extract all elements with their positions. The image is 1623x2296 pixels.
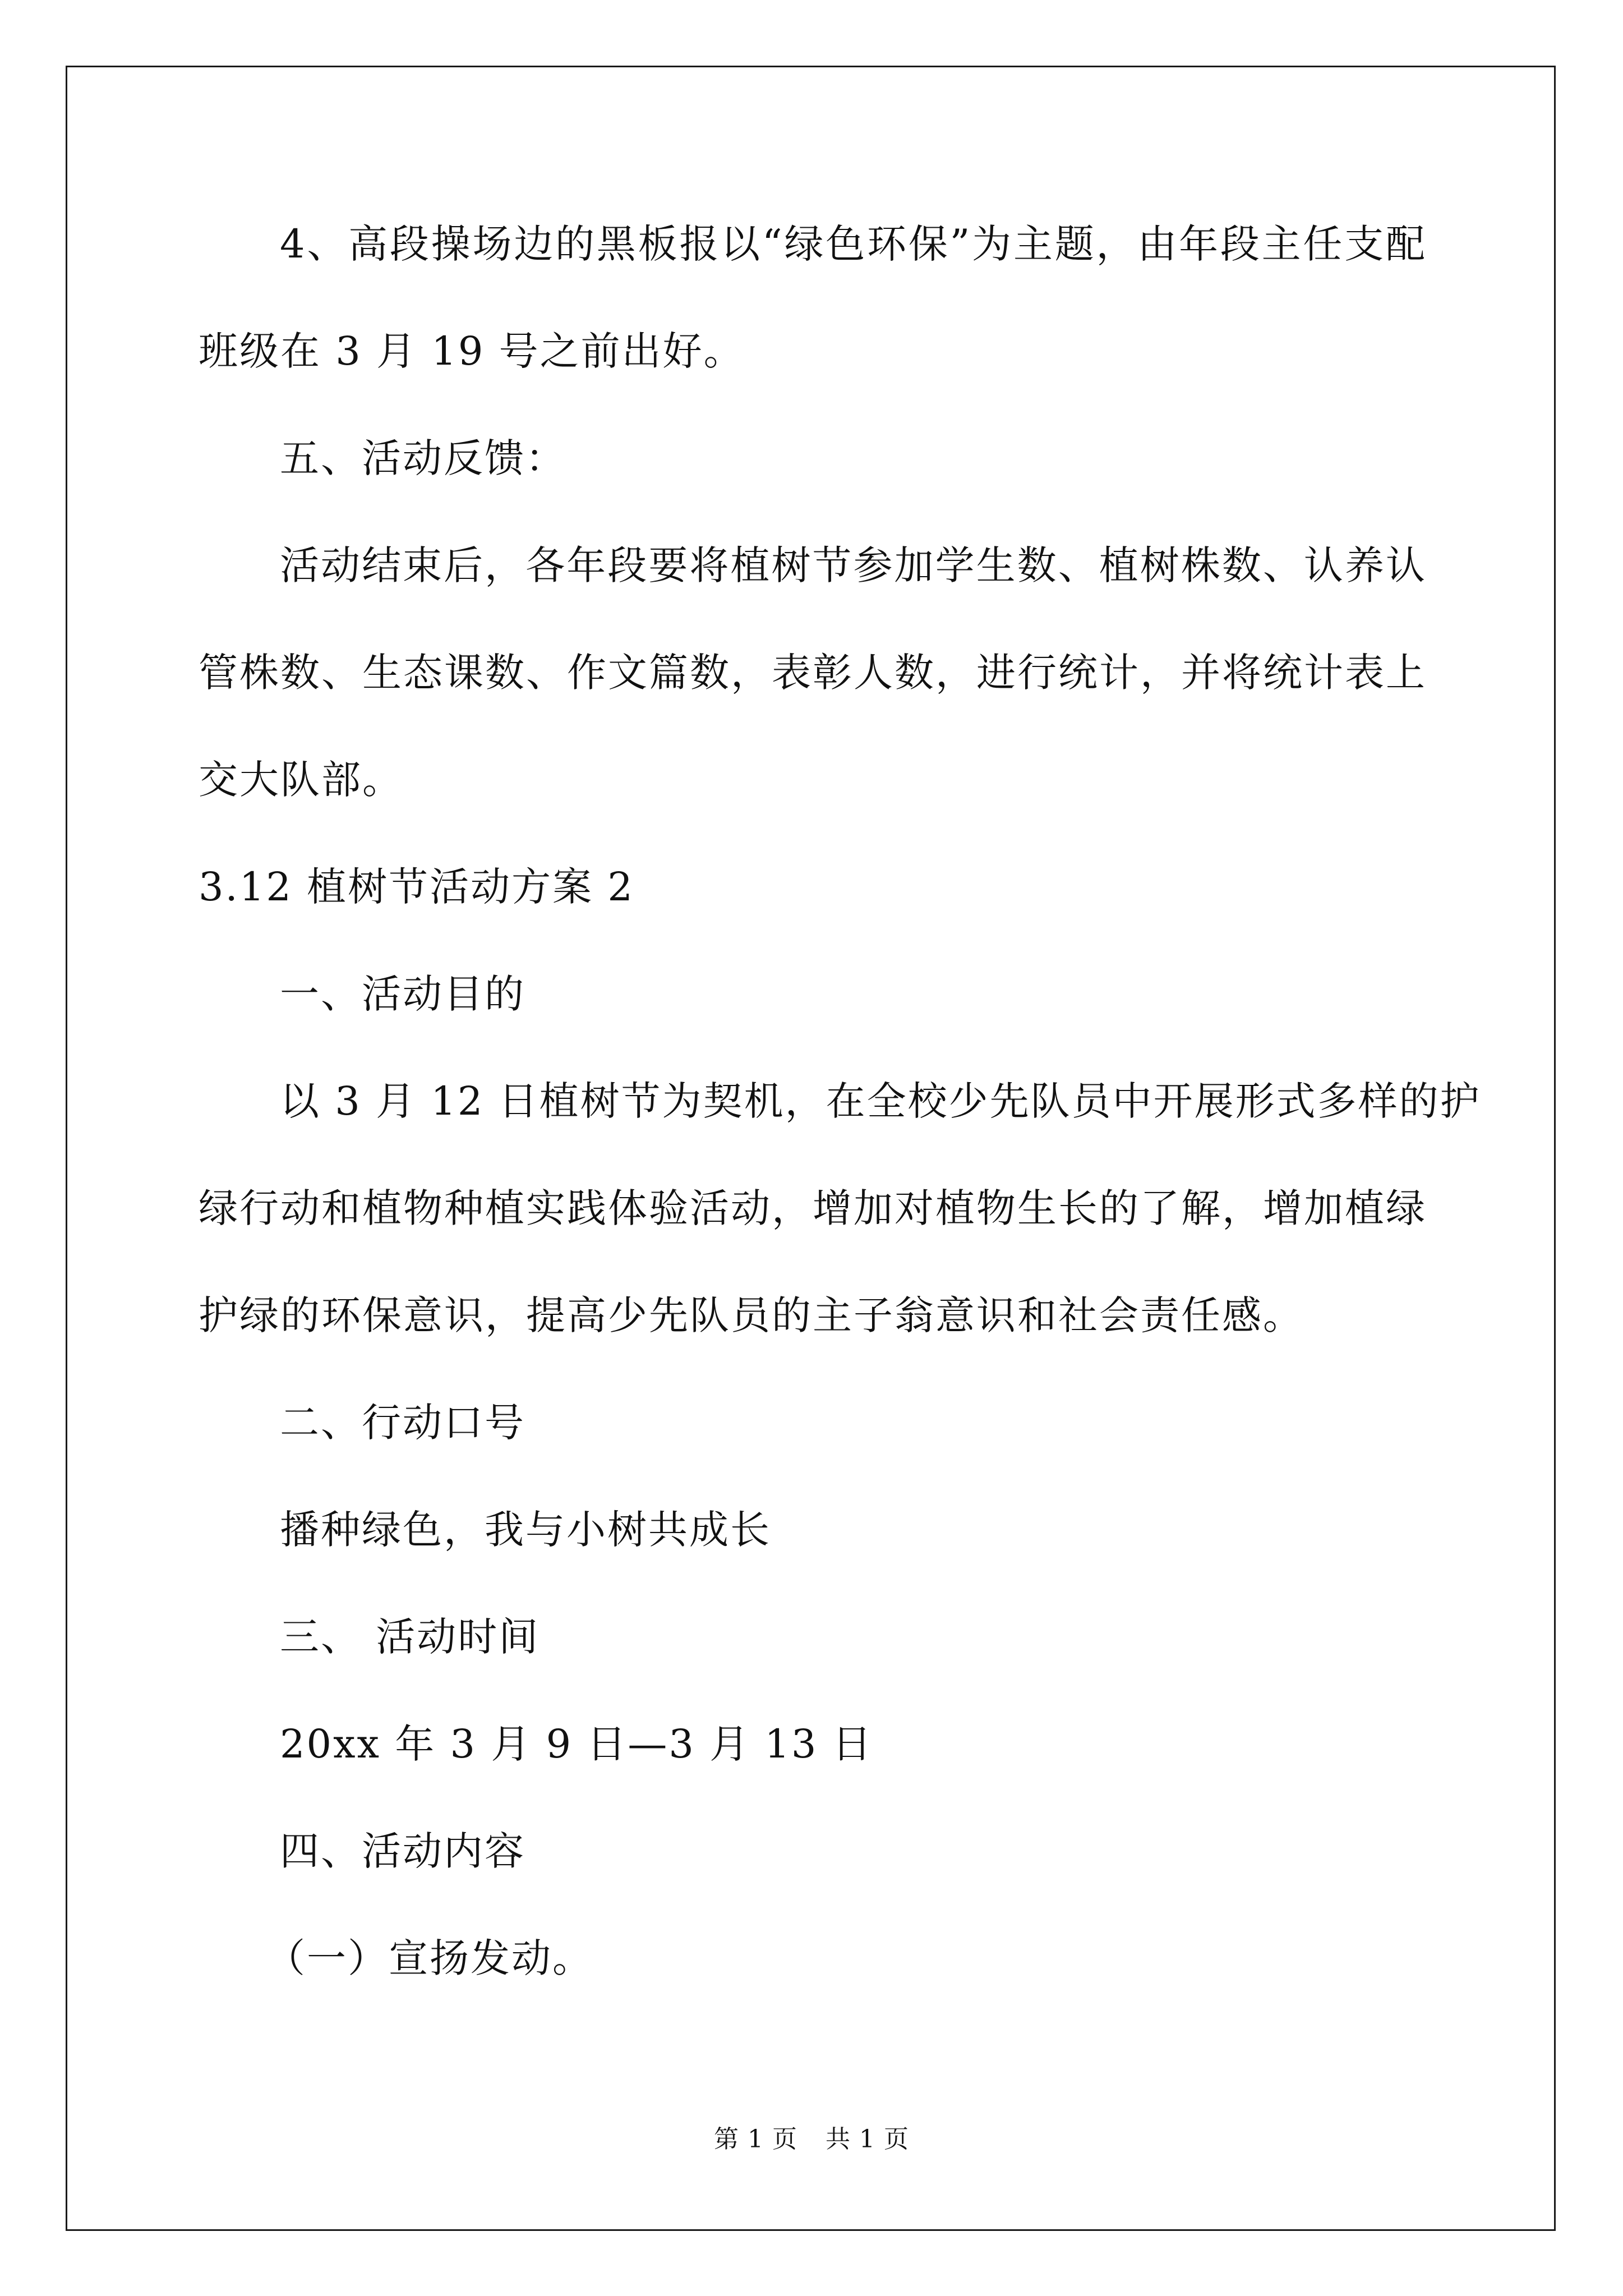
page-number: 第 1 页 [714, 2125, 797, 2154]
paragraph-line: 班级在 3 月 19 号之前出好。 [199, 328, 745, 374]
paragraph-line: 活动结束后，各年段要将植树节参加学生数、植树株数、认养认 [280, 542, 1427, 588]
section-heading: 二、行动口号 [280, 1400, 525, 1446]
document-title: 3.12 植树节活动方案 2 [199, 864, 634, 910]
subsection-heading: （一）宣扬发动。 [266, 1935, 593, 1981]
paragraph-line: 以 3 月 12 日植树节为契机，在全校少先队员中开展形式多样的护 [280, 1078, 1481, 1124]
paragraph-line: 播种绿色，我与小树共成长 [280, 1507, 771, 1553]
page-total: 共 1 页 [826, 2125, 909, 2154]
paragraph-line: 绿行动和植物种植实践体验活动，增加对植物生长的了解，增加植绿 [199, 1185, 1427, 1231]
paragraph-line: 4、高段操场边的黑板报以“绿色环保”为主题，由年段主任支配 [280, 221, 1427, 267]
paragraph-line: 交大队部。 [199, 757, 403, 803]
paragraph-line: 护绿的环保意识，提高少先队员的主子翁意识和社会责任感。 [199, 1292, 1304, 1338]
document-body [199, 213, 1481, 2035]
paragraph-line: 管株数、生态课数、作文篇数，表彰人数，进行统计，并将统计表上 [199, 650, 1427, 696]
section-heading: 五、活动反馈： [280, 435, 566, 481]
section-heading: 一、活动目的 [280, 971, 525, 1017]
paragraph-line: 20xx 年 3 月 9 日—3 月 13 日 [280, 1721, 873, 1767]
section-heading: 三、 活动时间 [280, 1614, 540, 1660]
page-footer [0, 2123, 1623, 2156]
section-heading: 四、活动内容 [280, 1828, 525, 1874]
